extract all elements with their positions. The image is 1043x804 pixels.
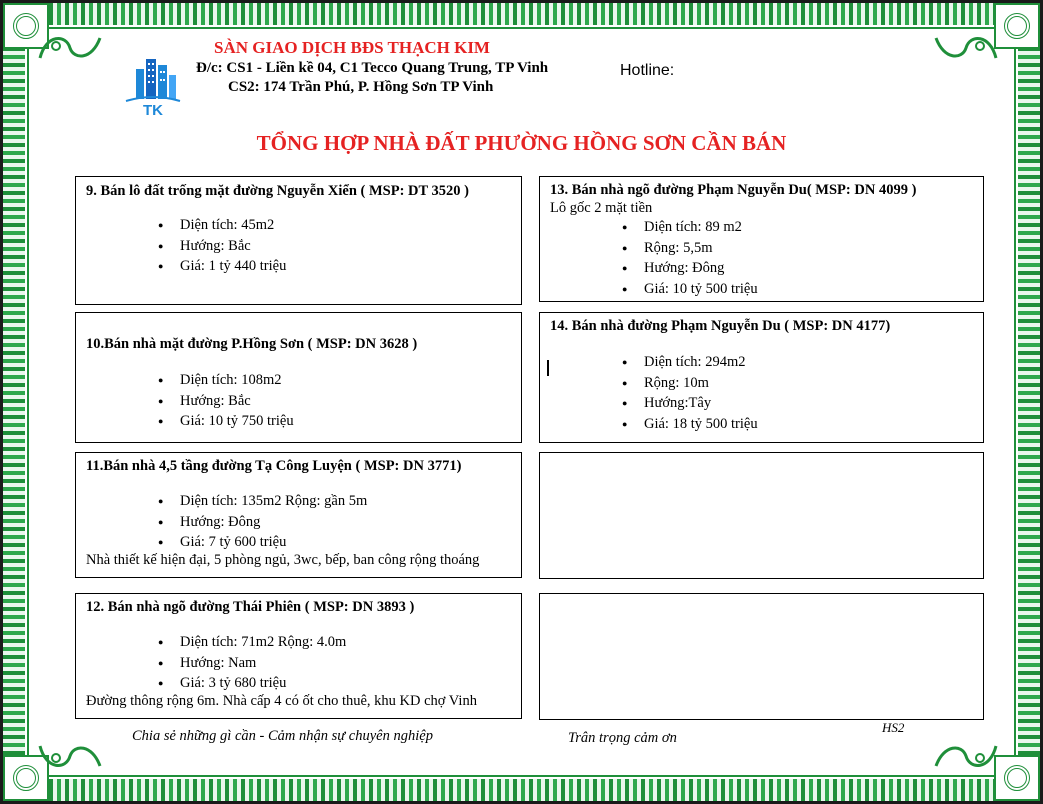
listing-card-10 xyxy=(75,312,522,443)
hotline-label: Hotline: xyxy=(620,62,675,79)
listing-detail-price: ● Giá: 10 tỷ 500 triệu xyxy=(622,279,758,300)
address-line-2: CS2: 174 Trần Phú, P. Hồng Sơn TP Vinh xyxy=(228,79,494,95)
listing-details xyxy=(158,632,346,694)
listing-heading: 14. Bán nhà đường Phạm Nguyễn Du ( MSP: DN 4177) xyxy=(550,318,891,334)
empty-listing-card xyxy=(539,452,984,579)
page-title: TỔNG HỢP NHÀ ĐẤT PHƯỜNG HỒNG SƠN CẦN BÁN xyxy=(256,131,787,155)
listing-detail-price: ● Giá: 1 tỷ 440 triệu xyxy=(158,256,286,277)
listing-card-12 xyxy=(75,593,522,719)
listing-detail-width: ● Rộng: 10m xyxy=(622,373,758,394)
listing-heading: 10.Bán nhà mặt đường P.Hồng Sơn ( MSP: DN 3628 ) xyxy=(86,336,418,352)
swirl-ornament-icon xyxy=(930,740,1000,774)
listing-detail-area: ● Diện tích: 71m2 Rộng: 4.0m xyxy=(158,632,346,653)
corner-ornament-icon xyxy=(994,3,1040,49)
listing-detail-price: ● Giá: 7 tỷ 600 triệu xyxy=(158,532,367,553)
listing-heading: 13. Bán nhà ngõ đường Phạm Nguyễn Du( MSP: DN 4099 ) xyxy=(550,182,917,198)
listing-card-14 xyxy=(539,312,984,443)
listing-detail-width: ● Rộng: 5,5m xyxy=(622,238,758,259)
listing-detail-price: ● Giá: 3 tỷ 680 triệu xyxy=(158,673,346,694)
footer-thanks: Trân trọng cảm ơn xyxy=(568,730,677,746)
listing-card-9 xyxy=(75,176,522,305)
listing-detail-price: ● Giá: 18 tỷ 500 triệu xyxy=(622,414,758,435)
company-logo-icon xyxy=(122,55,184,117)
corner-ornament-icon xyxy=(994,755,1040,801)
address-line-1: Đ/c: CS1 - Liền kề 04, C1 Tecco Quang Trung, TP Vinh xyxy=(196,60,549,76)
border-band-top xyxy=(25,3,1018,25)
listing-note: Nhà thiết kế hiện đại, 5 phòng ngủ, 3wc, bếp, ban công rộng thoáng xyxy=(86,552,480,568)
listing-card-11 xyxy=(75,452,522,578)
listing-detail-area: ● Diện tích: 108m2 xyxy=(158,370,294,391)
listing-detail-direction: ● Hướng: Đông xyxy=(158,512,367,533)
company-name: SÀN GIAO DỊCH BĐS THẠCH KIM xyxy=(214,38,490,57)
empty-listing-card xyxy=(539,593,984,720)
swirl-ornament-icon xyxy=(36,30,106,64)
listing-detail-direction: ● Hướng:Tây xyxy=(622,393,758,414)
listing-details xyxy=(622,352,758,434)
listing-detail-area: ● Diện tích: 45m2 xyxy=(158,215,286,236)
listing-details xyxy=(158,215,286,277)
text-cursor xyxy=(547,360,549,376)
listing-card-13 xyxy=(539,176,984,302)
listing-subtitle: Lô gốc 2 mặt tiền xyxy=(550,200,653,216)
listing-details xyxy=(622,217,758,299)
listing-heading: 12. Bán nhà ngõ đường Thái Phiên ( MSP: DN 3893 ) xyxy=(86,599,415,615)
listing-detail-direction: ● Hướng: Nam xyxy=(158,653,346,674)
swirl-ornament-icon xyxy=(36,740,106,774)
listing-detail-direction: ● Hướng: Bắc xyxy=(158,236,286,257)
logo-text: TK xyxy=(143,102,163,117)
border-band-bottom xyxy=(25,779,1018,801)
listing-detail-area: ● Diện tích: 294m2 xyxy=(622,352,758,373)
listing-details xyxy=(158,370,294,432)
listing-detail-area: ● Diện tích: 89 m2 xyxy=(622,217,758,238)
listing-heading: 9. Bán lô đất trống mặt đường Nguyễn Xiển ( MSP: DT 3520 ) xyxy=(86,183,470,199)
footer-slogan: Chia sẻ những gì cần - Cảm nhận sự chuyên nghiệp xyxy=(132,728,433,744)
listing-detail-price: ● Giá: 10 tỷ 750 triệu xyxy=(158,411,294,432)
listing-heading: 11.Bán nhà 4,5 tầng đường Tạ Công Luyện ( MSP: DN 3771) xyxy=(86,458,462,474)
listing-detail-direction: ● Hướng: Đông xyxy=(622,258,758,279)
swirl-ornament-icon xyxy=(930,30,1000,64)
listing-details xyxy=(158,491,367,553)
listing-detail-area: ● Diện tích: 135m2 Rộng: gần 5m xyxy=(158,491,367,512)
listing-note: Đường thông rộng 6m. Nhà cấp 4 có ốt cho thuê, khu KD chợ Vinh xyxy=(86,693,477,709)
footer-code: HS2 xyxy=(882,720,905,735)
listing-detail-direction: ● Hướng: Bắc xyxy=(158,391,294,412)
